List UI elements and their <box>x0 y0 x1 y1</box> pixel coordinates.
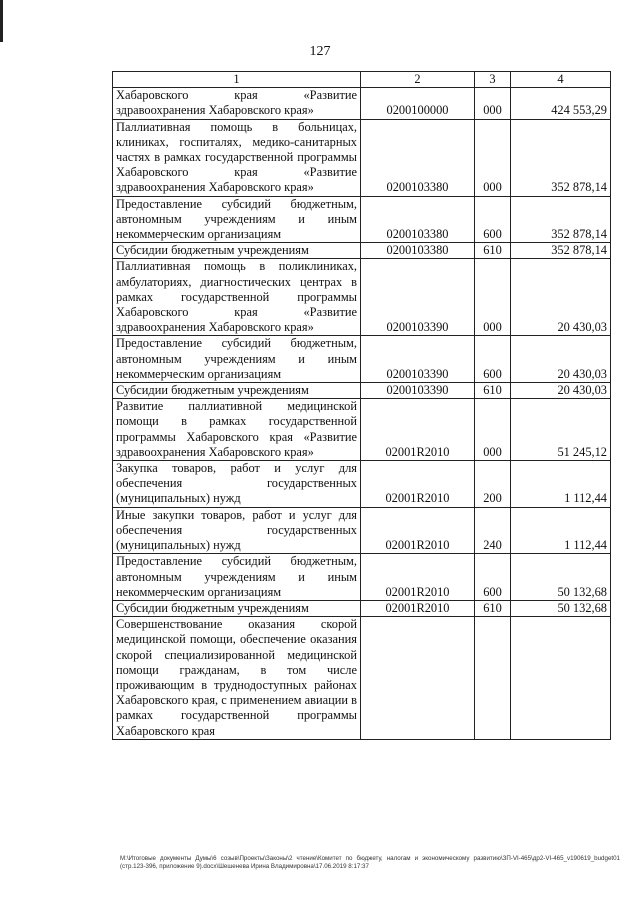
expense-type-code: 600 <box>475 336 511 383</box>
amount: 352 878,14 <box>511 196 611 243</box>
table-row <box>113 336 611 383</box>
table-row <box>113 461 611 508</box>
amount: 352 878,14 <box>511 119 611 196</box>
expense-type-code: 000 <box>475 259 511 336</box>
expense-type-code: 000 <box>475 119 511 196</box>
expense-type-code: 240 <box>475 507 511 554</box>
column-header: 3 <box>475 72 511 88</box>
expense-type-code: 610 <box>475 383 511 399</box>
expense-name: Субсидии бюджетным учреждениям <box>113 243 361 259</box>
expense-type-code: 200 <box>475 461 511 508</box>
table-row <box>113 383 611 399</box>
table-header-row <box>113 72 611 88</box>
expense-name: Предоставление субсидий бюджетным, автономным учреждениям и иным некоммерческим организациям <box>113 554 361 601</box>
expense-name: Субсидии бюджетным учреждениям <box>113 600 361 616</box>
target-article-code: 0200103390 <box>361 259 475 336</box>
target-article-code: 02001R2010 <box>361 554 475 601</box>
amount: 1 112,44 <box>511 461 611 508</box>
amount: 20 430,03 <box>511 259 611 336</box>
table-row <box>113 88 611 119</box>
table-row <box>113 243 611 259</box>
left-edge-mark <box>0 0 3 42</box>
expense-name: Закупка товаров, работ и услуг для обеспечения государственных (муниципальных) нужд <box>113 461 361 508</box>
expense-name: Предоставление субсидий бюджетным, автономным учреждениям и иным некоммерческим организациям <box>113 336 361 383</box>
amount: 50 132,68 <box>511 554 611 601</box>
expense-type-code: 000 <box>475 399 511 461</box>
expense-type-code: 600 <box>475 554 511 601</box>
expense-name: Развитие паллиативной медицинской помощи в рамках государственной программы Хабаровского края «Развитие здравоохранения Хабаровского края» <box>113 399 361 461</box>
table-row <box>113 196 611 243</box>
amount: 424 553,29 <box>511 88 611 119</box>
target-article-code: 0200103390 <box>361 336 475 383</box>
table-row <box>113 600 611 616</box>
target-article-code: 0200103390 <box>361 383 475 399</box>
table-row <box>113 259 611 336</box>
amount: 352 878,14 <box>511 243 611 259</box>
table-row <box>113 119 611 196</box>
expense-name: Хабаровского края «Развитие здравоохранения Хабаровского края» <box>113 88 361 119</box>
table-row <box>113 399 611 461</box>
target-article-code: 02001R2010 <box>361 399 475 461</box>
expense-type-code: 610 <box>475 600 511 616</box>
target-article-code: 0200100000 <box>361 88 475 119</box>
expense-name: Совершенствование оказания скорой медицинской помощи, обеспечение оказания скорой специализированной медицинской помощи гражданам, в том числе проживающим в труднодоступных районах Хабаровского края, с применением авиации в рамках государственной программы Хабаровского края <box>113 617 361 740</box>
expense-type-code: 000 <box>475 88 511 119</box>
target-article-code <box>361 617 475 740</box>
table-row <box>113 554 611 601</box>
expense-type-code: 610 <box>475 243 511 259</box>
target-article-code: 0200103380 <box>361 196 475 243</box>
document-footer-path: M:\Итоговые документы Думы\6 созыв\Проекты\Законы\2 чтение\Комитет по бюджету, налогам и экономическому развитию\ЗП-VI-465\др2-VI-465_v190619_budget01 (стр.123-396, приложение 9).docx\Шешенева Ирина Владимировна\17.06.2019 8:17:37 <box>120 855 620 870</box>
amount: 1 112,44 <box>511 507 611 554</box>
column-header: 2 <box>361 72 475 88</box>
amount: 51 245,12 <box>511 399 611 461</box>
amount <box>511 617 611 740</box>
target-article-code: 02001R2010 <box>361 507 475 554</box>
expense-type-code <box>475 617 511 740</box>
amount: 20 430,03 <box>511 336 611 383</box>
column-header: 1 <box>113 72 361 88</box>
page-number: 127 <box>309 44 331 59</box>
expense-name: Предоставление субсидий бюджетным, автономным учреждениям и иным некоммерческим организациям <box>113 196 361 243</box>
expense-name: Паллиативная помощь в поликлиниках, амбулаториях, диагностических центрах в рамках государственной программы Хабаровского края «Развитие здравоохранения Хабаровского края» <box>113 259 361 336</box>
expense-name: Паллиативная помощь в больницах, клиниках, госпиталях, медико-санитарных частях в рамках государственной программы Хабаровского края «Развитие здравоохранения Хабаровского края» <box>113 119 361 196</box>
target-article-code: 02001R2010 <box>361 600 475 616</box>
column-header: 4 <box>511 72 611 88</box>
amount: 20 430,03 <box>511 383 611 399</box>
table-row <box>113 617 611 740</box>
target-article-code: 0200103380 <box>361 243 475 259</box>
budget-table <box>112 71 611 740</box>
target-article-code: 02001R2010 <box>361 461 475 508</box>
table-row <box>113 507 611 554</box>
expense-type-code: 600 <box>475 196 511 243</box>
expense-name: Иные закупки товаров, работ и услуг для обеспечения государственных (муниципальных) нужд <box>113 507 361 554</box>
amount: 50 132,68 <box>511 600 611 616</box>
target-article-code: 0200103380 <box>361 119 475 196</box>
expense-name: Субсидии бюджетным учреждениям <box>113 383 361 399</box>
